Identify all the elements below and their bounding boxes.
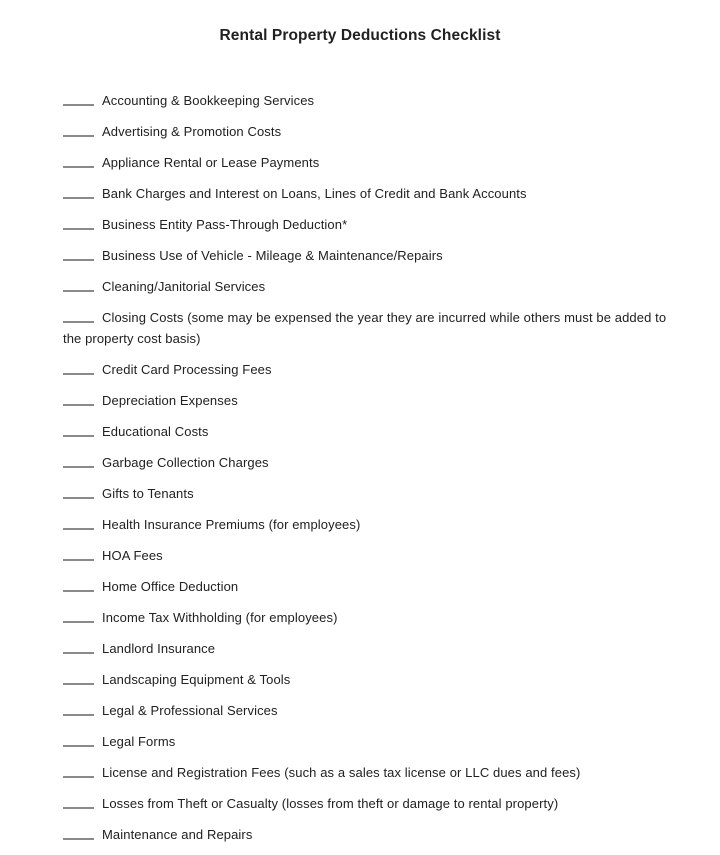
checklist-item: [63, 307, 675, 349]
checkbox-blank-line: [63, 258, 94, 261]
checklist-item: [63, 359, 675, 380]
checklist-item: [63, 90, 675, 111]
checkbox-blank-line: [63, 806, 94, 809]
checkbox-blank-line: [63, 103, 94, 106]
checklist-item-label: Advertising & Promotion Costs: [102, 124, 282, 139]
checklist-item-label: Home Office Deduction: [102, 579, 239, 594]
checklist-item: [63, 514, 675, 535]
checkbox-blank-line: [63, 196, 94, 199]
page-title: Rental Property Deductions Checklist: [219, 27, 501, 44]
checklist-item-label: Income Tax Withholding (for employees): [102, 610, 338, 625]
checkbox-blank-line: [63, 372, 94, 375]
checklist-item: [63, 669, 675, 690]
checklist-item: [63, 152, 675, 173]
checkbox-blank-line: [63, 434, 94, 437]
checklist-item: [63, 762, 675, 783]
checkbox-blank-line: [63, 320, 94, 323]
checklist-item: [63, 824, 675, 845]
checklist-item: [63, 700, 675, 721]
checkbox-blank-line: [63, 227, 94, 230]
checkbox-blank-line: [63, 775, 94, 778]
checklist-item-label: Garbage Collection Charges: [102, 455, 269, 470]
checklist-item: [63, 276, 675, 297]
checklist-item-label: Business Use of Vehicle - Mileage & Maintenance/Repairs: [102, 248, 443, 263]
checkbox-blank-line: [63, 837, 94, 840]
checklist-item: [63, 483, 675, 504]
checklist-item-label: Cleaning/Janitorial Services: [102, 279, 266, 294]
checklist-item-label: Educational Costs: [102, 424, 209, 439]
checkbox-blank-line: [63, 651, 94, 654]
checkbox-blank-line: [63, 289, 94, 292]
checklist-item-label: Business Entity Pass-Through Deduction*: [102, 217, 348, 232]
checkbox-blank-line: [63, 403, 94, 406]
checklist-item: [63, 731, 675, 752]
checkbox-blank-line: [63, 165, 94, 168]
checklist-item: [63, 421, 675, 442]
checklist-item-label: Accounting & Bookkeeping Services: [102, 93, 315, 108]
checkbox-blank-line: [63, 682, 94, 685]
checklist-item-label: Losses from Theft or Casualty (losses from theft or damage to rental property): [102, 796, 559, 811]
checklist-item-label: Depreciation Expenses: [102, 393, 238, 408]
checkbox-blank-line: [63, 589, 94, 592]
checklist-item-label: Legal Forms: [102, 734, 176, 749]
checklist-item-label: Appliance Rental or Lease Payments: [102, 155, 320, 170]
checklist-item: [63, 245, 675, 266]
checkbox-blank-line: [63, 527, 94, 530]
checklist-item: [63, 121, 675, 142]
checklist-item: [63, 793, 675, 814]
checkbox-blank-line: [63, 713, 94, 716]
deductions-checklist: [0, 90, 675, 845]
checklist-item: [63, 214, 675, 235]
checklist-item-label: Gifts to Tenants: [102, 486, 194, 501]
checklist-item-label: HOA Fees: [102, 548, 163, 563]
checklist-item-label: Health Insurance Premiums (for employees): [102, 517, 361, 532]
checklist-item-label: Legal & Professional Services: [102, 703, 278, 718]
checklist-item-label: Credit Card Processing Fees: [102, 362, 272, 377]
checklist-item: [63, 183, 675, 204]
checklist-item: [63, 545, 675, 566]
checklist-item-label: Maintenance and Repairs: [102, 827, 253, 842]
checklist-item: [63, 452, 675, 473]
checklist-item: [63, 638, 675, 659]
checkbox-blank-line: [63, 465, 94, 468]
checklist-item: [63, 390, 675, 411]
checklist-item-label: Landlord Insurance: [102, 641, 216, 656]
checklist-item-label: Bank Charges and Interest on Loans, Lines of Credit and Bank Accounts: [102, 186, 527, 201]
checkbox-blank-line: [63, 134, 94, 137]
checklist-item-label: Landscaping Equipment & Tools: [102, 672, 291, 687]
checklist-item: [63, 607, 675, 628]
checklist-item: [63, 576, 675, 597]
checkbox-blank-line: [63, 744, 94, 747]
checklist-item-label: License and Registration Fees (such as a sales tax license or LLC dues and fees): [102, 765, 581, 780]
checkbox-blank-line: [63, 620, 94, 623]
checkbox-blank-line: [63, 558, 94, 561]
checkbox-blank-line: [63, 496, 94, 499]
checklist-item-label: Closing Costs (some may be expensed the year they are incurred while others must be added to the property cost basis): [63, 310, 667, 346]
